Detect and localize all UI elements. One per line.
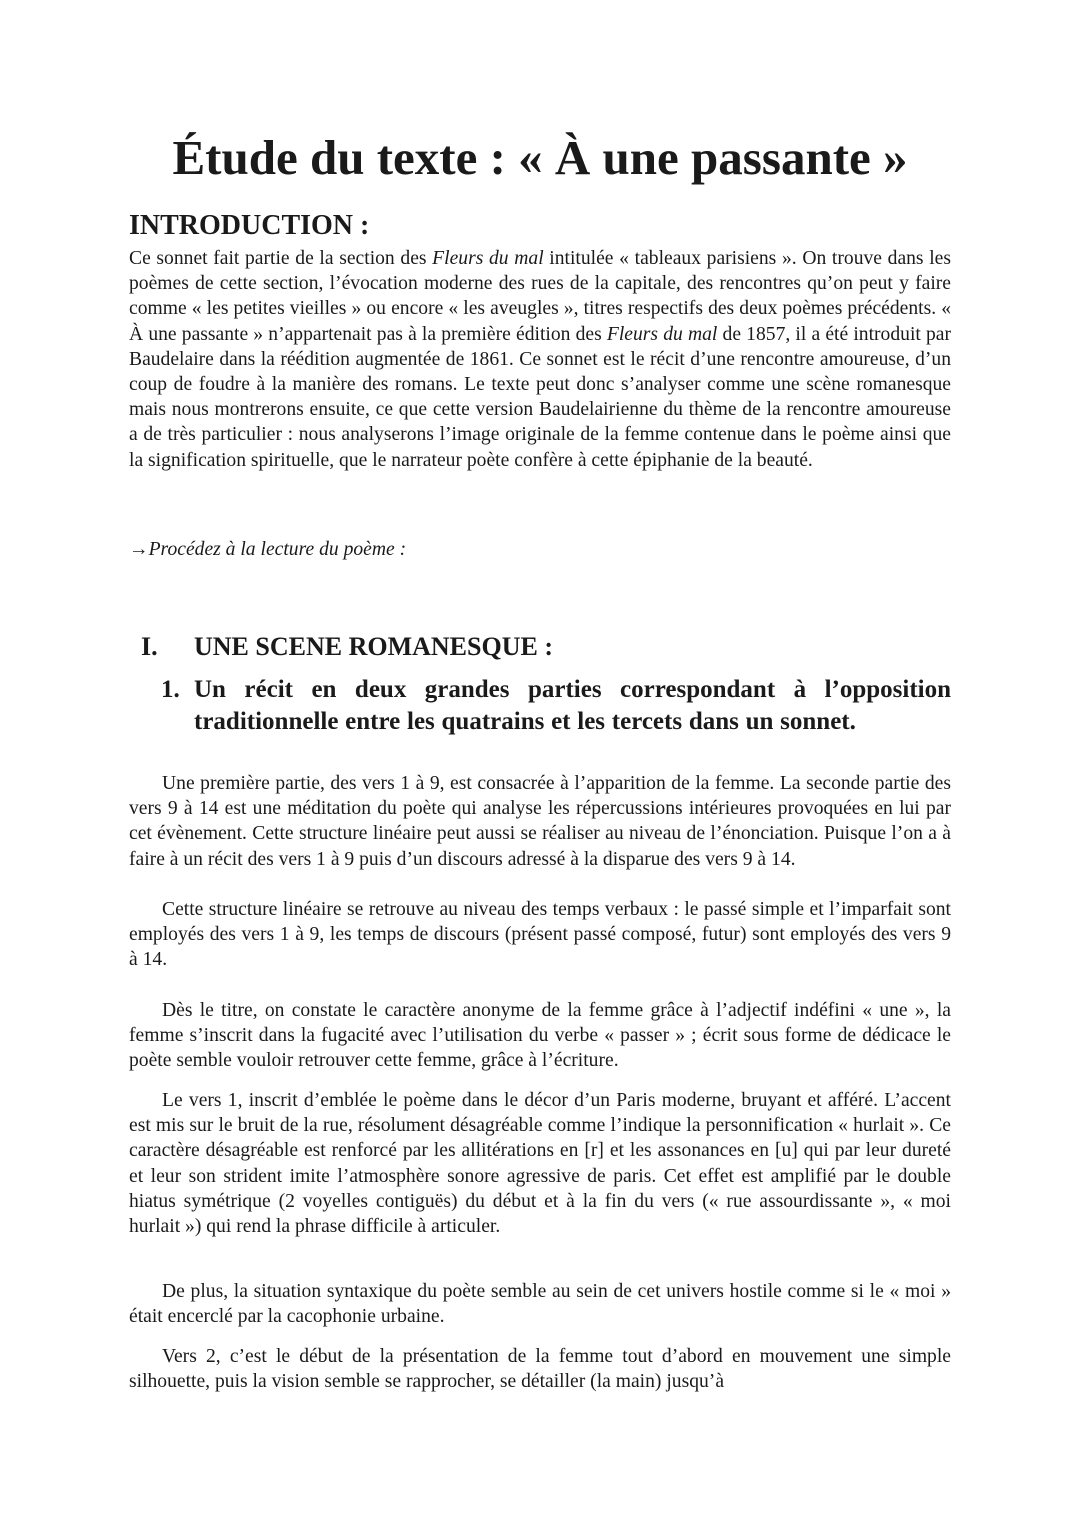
body-paragraph: Une première partie, des vers 1 à 9, est consacrée à l’apparition de la femme. La seconde partie des vers 9 à 14 est une méditation du poète qui analyse les répercussions intérieures provoquées en lui par cet évènement. Cette structure linéaire peut aussi se réaliser au niveau de l’énonciation. Puisque l’on a à faire à un récit des vers 1 à 9 puis d’un discours adressé à la disparue des vers 9 à 14. — [129, 773, 951, 870]
section-numeral: I. — [141, 632, 158, 661]
body-paragraph: Dès le titre, on constate le caractère anonyme de la femme grâce à l’adjectif indéfini « une », la femme s’inscrit dans la fugacité avec l’utilisation du verbe « passer » ; écrit sous forme de dédicace le poète semble vouloir retrouver cette femme, grâce à l’écriture. — [129, 1000, 951, 1072]
body-paragraph: Cette structure linéaire se retrouve au niveau des temps verbaux : le passé simple et l’imparfait sont employés des vers 1 à 9, les temps de discours (présent passé composé, futur) sont employés des vers 9 à 14. — [129, 899, 951, 971]
work-title-italic: Fleurs du mal — [432, 248, 544, 269]
subsection-heading — [161, 674, 951, 738]
introduction-paragraph — [129, 246, 951, 473]
section-heading — [141, 630, 553, 664]
introduction-heading: INTRODUCTION : — [129, 210, 370, 241]
work-title-italic: Fleurs du mal — [606, 323, 718, 345]
body-paragraph: Vers 2, c’est le début de la présentation de la femme tout d’abord en mouvement une simple silhouette, puis la vision semble se rapprocher, se détailler (la main) jusqu’à — [129, 1346, 951, 1393]
reading-instruction: →Procédez à la lecture du poème : — [129, 539, 407, 560]
subsection-number: 1. — [161, 676, 180, 703]
body-paragraph: De plus, la situation syntaxique du poète semble au sein de cet univers hostile comme si le « moi » était encerclé par la cacophonie urbaine. — [129, 1281, 951, 1328]
page-title: Étude du texte : « À une passante » — [172, 130, 908, 185]
intro-text-part3: de 1857, il a été introduit par Baudelaire dans la réédition augmentée de 1861. Ce sonnet est le récit d’une rencontre amoureuse, d’un coup de foudre à la manière des romans. Le texte peut donc s’analyser comme une scène romanesque mais nous montrerons ensuite, ce que cette version Baudelairienne du thème de la rencontre amoureuse a de très particulier : nous analyserons l’image originale de la femme contenue dans le poème ainsi que la signification spirituelle, que le narrateur poète confère à cette épiphanie de la beauté. — [129, 323, 952, 471]
subsection-title: Un récit en deux grandes parties correspondant à l’opposition traditionnelle entre les quatrains et les tercets dans un sonnet. — [194, 676, 951, 735]
section-title: UNE SCENE ROMANESQUE : — [194, 632, 553, 661]
intro-text-part2: intitulée « tableaux parisiens ». On trouve dans les poèmes de cette section, l’évocation moderne des rues de la capitale, des rencontres qu’on peut y faire comme « les petites vieilles » ou encore « les aveugles », titres respectifs des deux poèmes précédents. « À une passante » n’appartenait pas à la première édition des — [129, 248, 951, 345]
body-paragraph: Le vers 1, inscrit d’emblée le poème dans le décor d’un Paris moderne, bruyant et afféré. L’accent est mis sur le bruit de la rue, résolument désagréable comme l’indique la personnification « hurlait ». Ce caractère désagréable est renforcé par les allitérations en [r] et les assonances en [u] qui par leur dureté et leur son strident imite l’atmosphère sonore agressive de paris. Cet effet est amplifié par le double hiatus symétrique (2 voyelles contiguës) du début et à la fin du vers (« rue assourdissante », « moi hurlait ») qui rend la phrase difficile à articuler. — [129, 1090, 951, 1238]
intro-text-part1: Ce sonnet fait partie de la section des — [129, 248, 433, 269]
